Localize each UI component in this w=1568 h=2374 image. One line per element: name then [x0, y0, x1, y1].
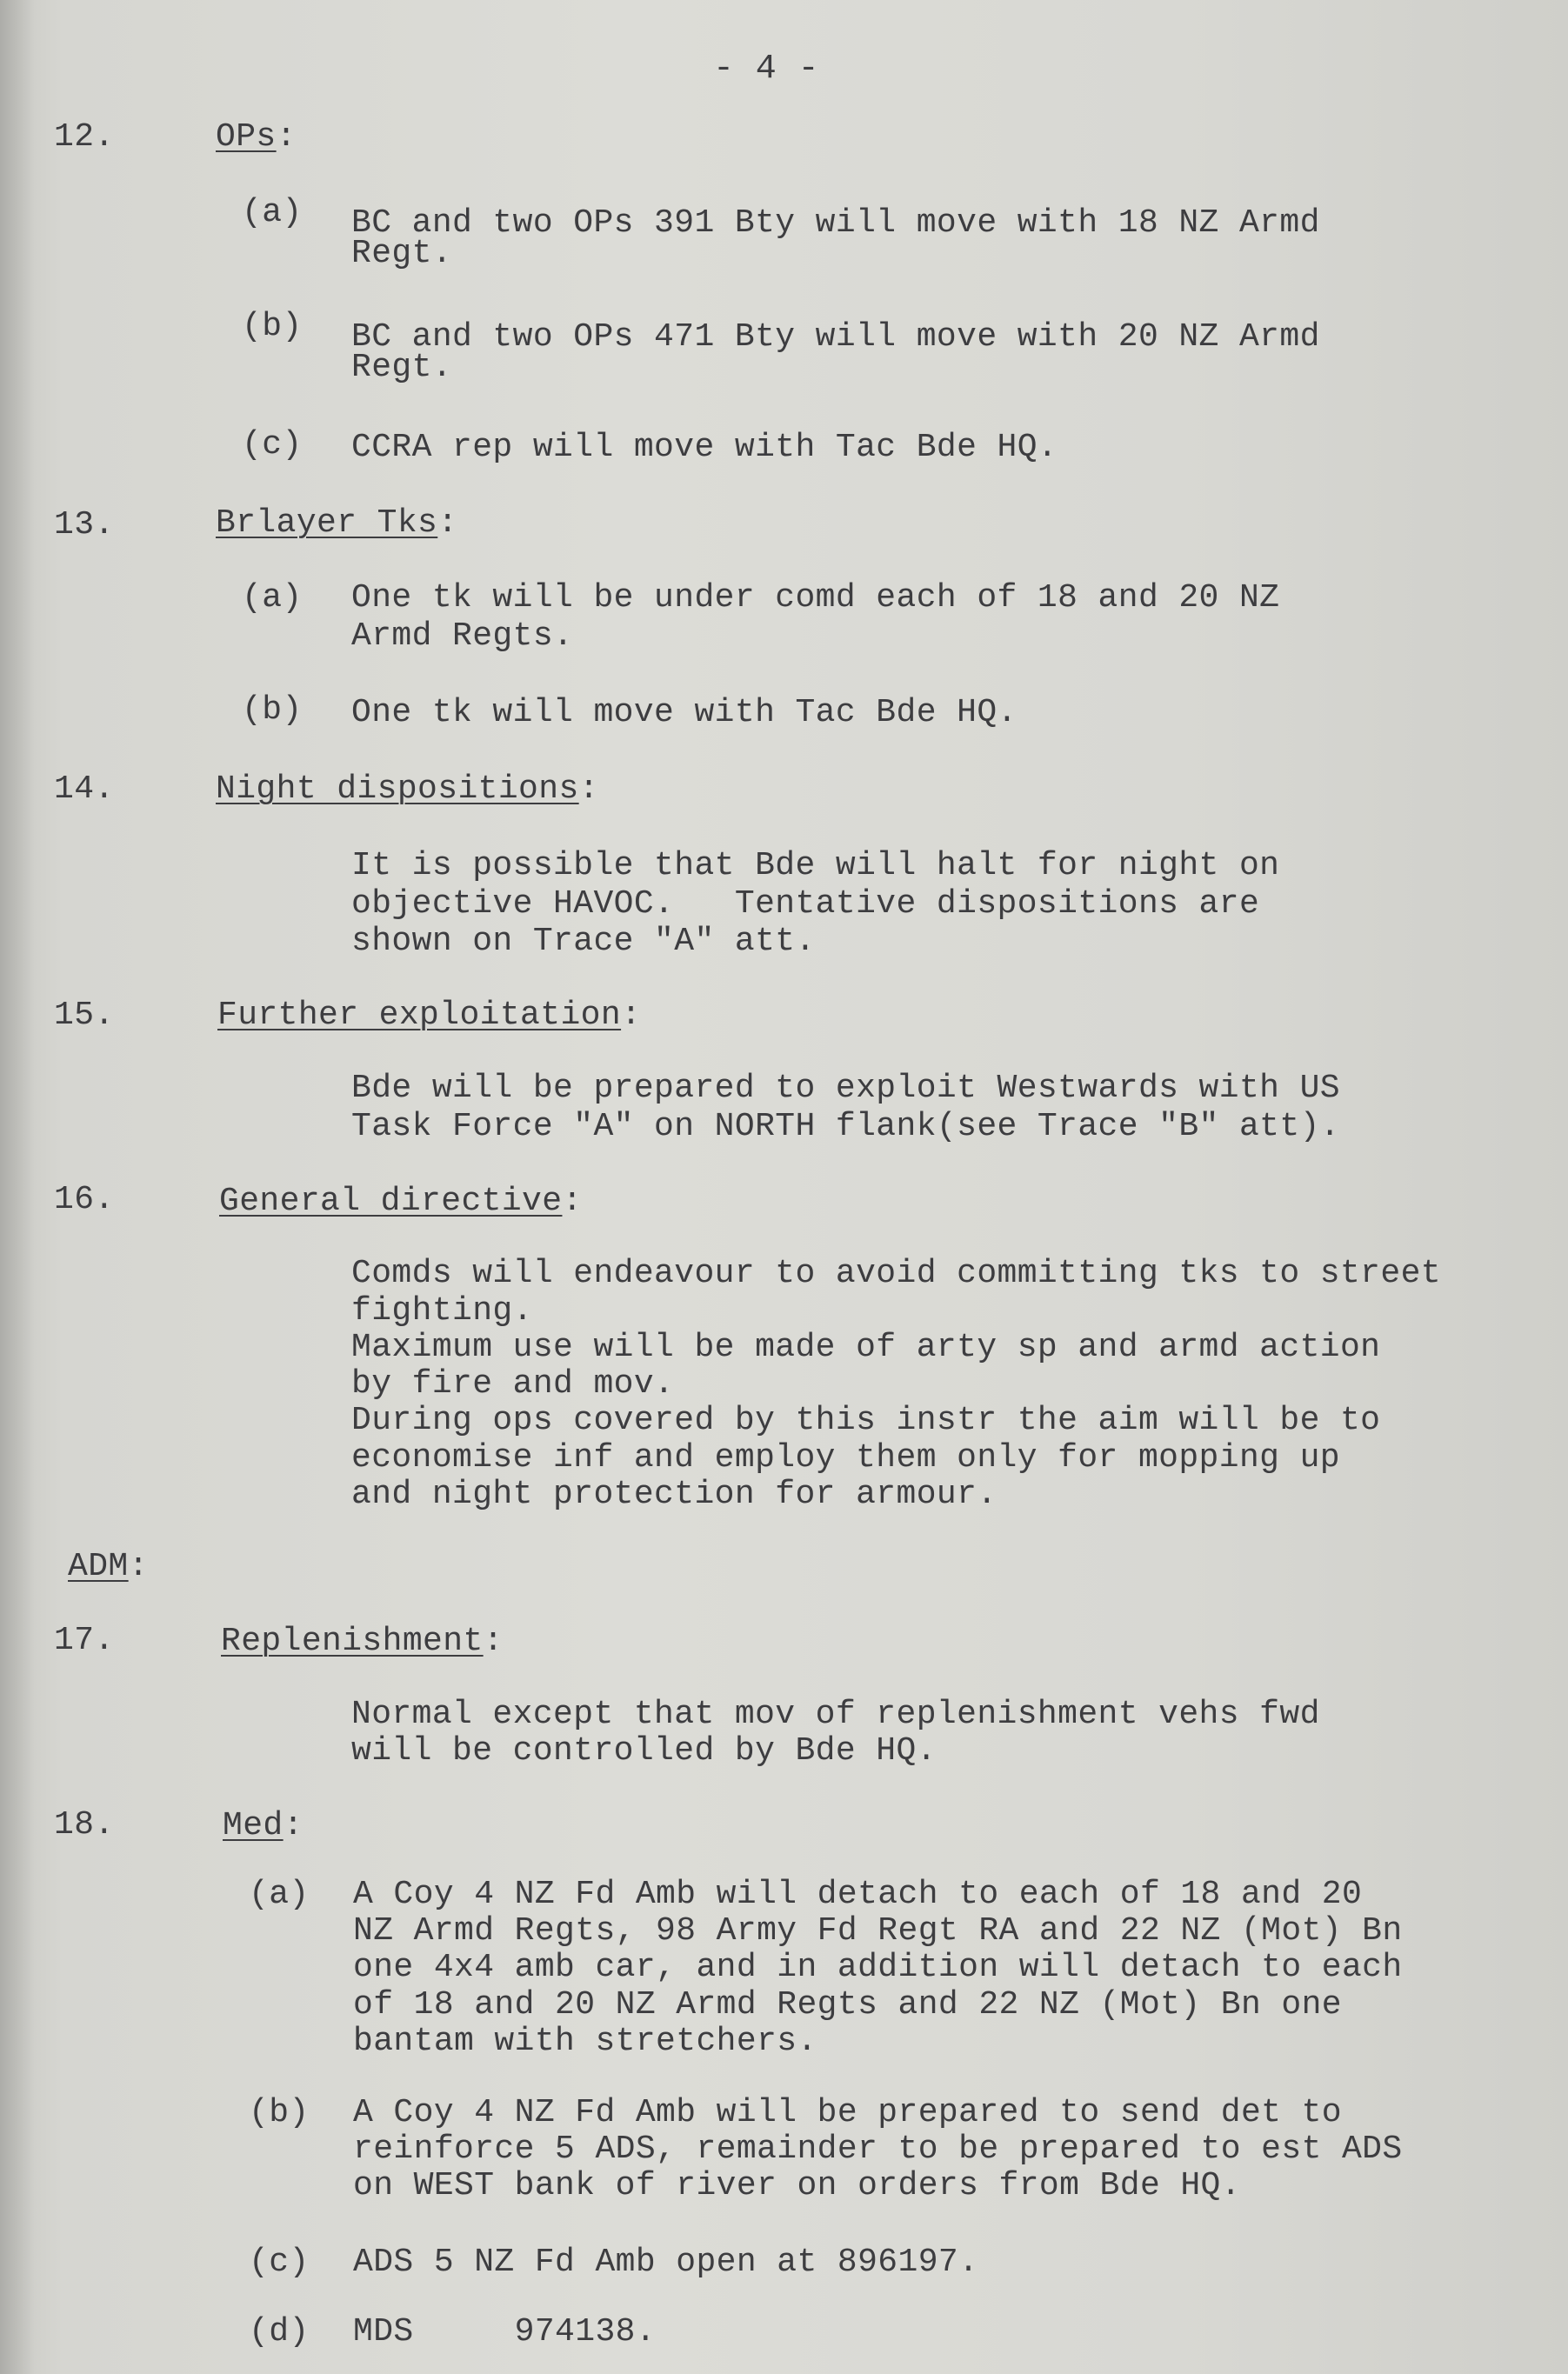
section-number: 17.	[54, 1622, 115, 1659]
page-edge-shadow	[0, 0, 35, 2374]
paragraph-line: Normal except that mov of replenishment vehs fwd	[351, 1696, 1320, 1733]
subitem-line: bantam with stretchers.	[353, 2023, 817, 2060]
paragraph-line: It is possible that Bde will halt for night on	[351, 847, 1280, 884]
subitem-label: (c)	[249, 2244, 310, 2281]
section-heading: Replenishment:	[221, 1623, 504, 1660]
subitem-line: CCRA rep will move with Tac Bde HQ.	[351, 429, 1058, 466]
paragraph-line: shown on Trace "A" att.	[351, 923, 816, 960]
subitem-line: A Coy 4 NZ Fd Amb will be prepared to send det to	[353, 2094, 1342, 2131]
section-heading: Med:	[223, 1807, 304, 1844]
paragraph-line: economise inf and employ them only for mopping up	[351, 1439, 1340, 1477]
subitem-line: reinforce 5 ADS, remainder to be prepared to est ADS	[353, 2131, 1403, 2168]
subitem-line: on WEST bank of river on orders from Bde HQ.	[353, 2167, 1241, 2204]
subitem-label: (a)	[242, 194, 303, 231]
subitem-line: Armd Regts.	[351, 617, 574, 655]
section-heading: OPs:	[216, 118, 297, 156]
subitem-line: one 4x4 amb car, and in addition will detach to each	[353, 1949, 1403, 1986]
subitem-label: (c)	[242, 426, 303, 463]
section-heading: Further exploitation:	[217, 997, 642, 1034]
section-number: 14.	[54, 770, 115, 808]
section-number: 13.	[54, 506, 115, 543]
subitem-line: of 18 and 20 NZ Armd Regts and 22 NZ (Mot) Bn one	[353, 1986, 1342, 2024]
adm-heading: ADM:	[68, 1548, 149, 1585]
section-heading: General directive:	[219, 1183, 583, 1220]
section-number: 15.	[54, 997, 115, 1034]
paragraph-line: and night protection for armour.	[351, 1476, 998, 1513]
paragraph-line: will be controlled by Bde HQ.	[351, 1732, 937, 1770]
subitem-label: (b)	[242, 691, 303, 729]
paragraph-line: During ops covered by this instr the aim will be to	[351, 1402, 1381, 1439]
subitem-label: (a)	[249, 1876, 310, 1913]
subitem-line: NZ Armd Regts, 98 Army Fd Regt RA and 22 NZ (Mot) Bn	[353, 1912, 1403, 1950]
paragraph-line: by fire and mov.	[351, 1365, 675, 1403]
subitem-line: ADS 5 NZ Fd Amb open at 896197.	[353, 2244, 979, 2281]
section-heading: Brlayer Tks:	[216, 504, 458, 542]
paragraph-line: Comds will endeavour to avoid committing tks to street	[351, 1255, 1441, 1292]
subitem-label: (b)	[242, 308, 303, 345]
paragraph-line: Task Force "A" on NORTH flank(see Trace "B" att).	[351, 1108, 1340, 1145]
subitem-label: (b)	[249, 2094, 310, 2131]
section-number: 18.	[54, 1806, 115, 1844]
section-number: 16.	[54, 1181, 115, 1218]
subitem-line: BC and two OPs 391 Bty will move with 18 NZ Armd	[351, 204, 1320, 242]
subitem-label: (a)	[242, 579, 303, 617]
paragraph-line: Maximum use will be made of arty sp and armd action	[351, 1329, 1381, 1366]
subitem-line: Regt.	[351, 349, 453, 386]
subitem-line: MDS 974138.	[353, 2313, 657, 2351]
subitem-line: One tk will be under comd each of 18 and 20 NZ	[351, 579, 1280, 617]
paragraph-line: Bde will be prepared to exploit Westwards with US	[351, 1070, 1340, 1107]
subitem-label: (d)	[249, 2313, 310, 2351]
page-number: - 4 -	[713, 50, 820, 89]
paragraph-line: objective HAVOC. Tentative dispositions are	[351, 885, 1260, 923]
section-heading: Night dispositions:	[216, 770, 599, 808]
subitem-line: Regt.	[351, 235, 453, 272]
subitem-line: A Coy 4 NZ Fd Amb will detach to each of 18 and 20	[353, 1876, 1363, 1913]
section-number: 12.	[54, 118, 115, 156]
subitem-line: BC and two OPs 471 Bty will move with 20 NZ Armd	[351, 318, 1320, 356]
paragraph-line: fighting.	[351, 1292, 533, 1330]
subitem-line: One tk will move with Tac Bde HQ.	[351, 694, 1018, 731]
